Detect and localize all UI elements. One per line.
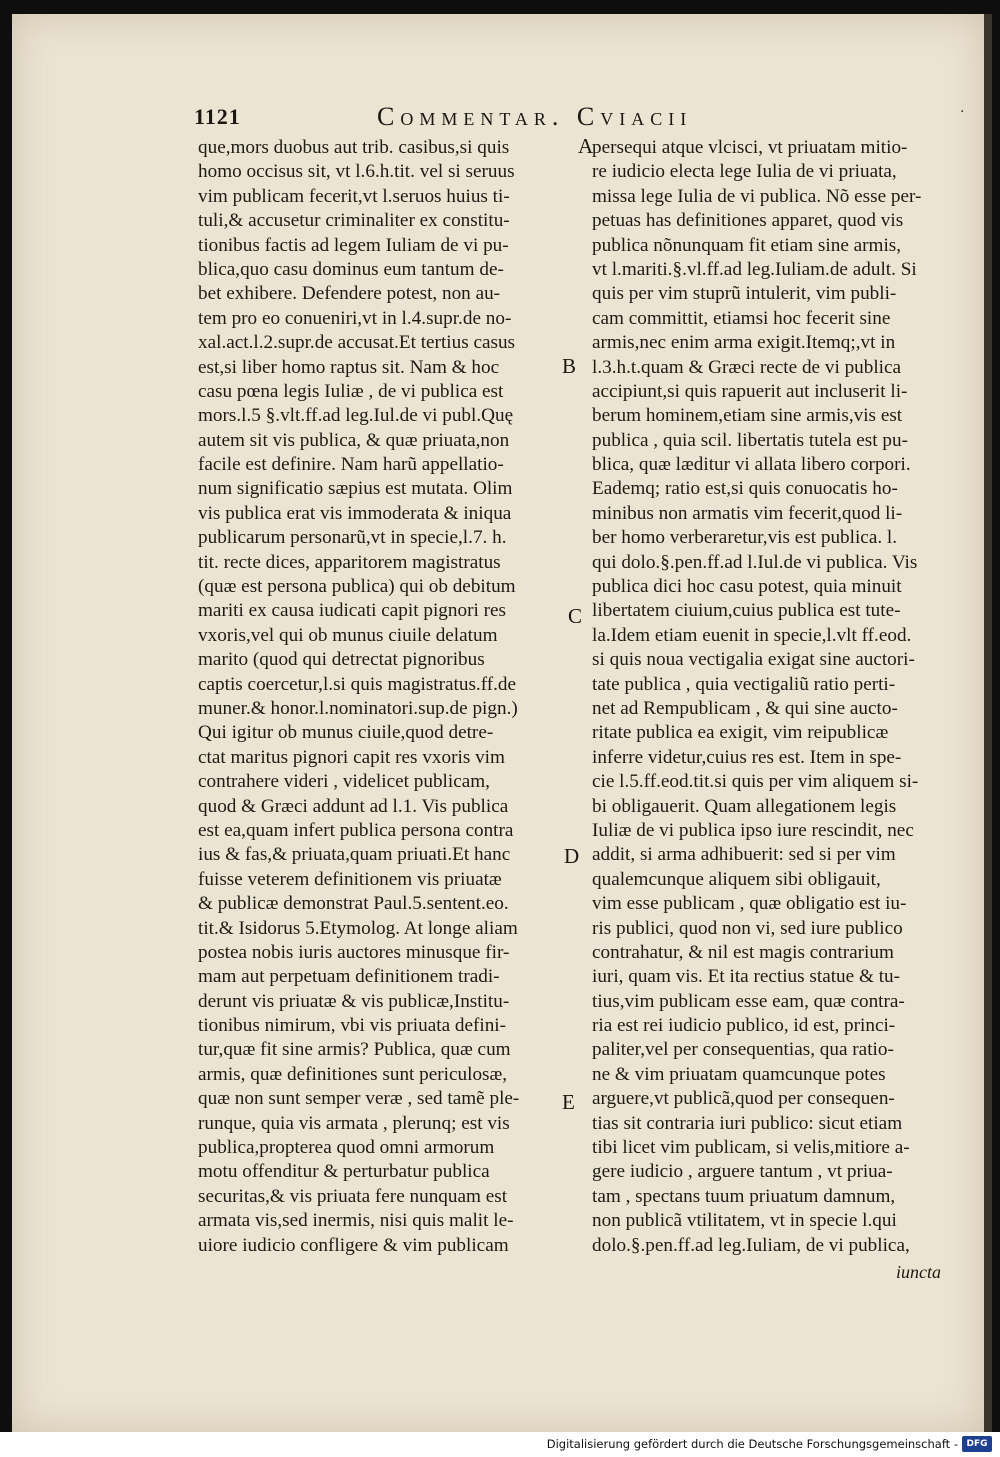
text-line: qui dolo.§.pen.ff.ad l.Iul.de vi publica. Vis xyxy=(592,551,918,573)
text-line: mariti ex causa iudicati capit pignori res xyxy=(198,600,506,622)
text-line: la.Idem etiam euenit in specie,l.vlt ff.eod. xyxy=(592,624,912,646)
text-line: ria est rei iudicio publico, id est, princi- xyxy=(592,1015,896,1037)
text-line: ne & vim priuatam quamcunque potes xyxy=(592,1063,886,1085)
text-line: marito (quod qui detrectat pignoribus xyxy=(198,649,485,671)
text-line: derunt vis priuatæ & vis publicæ,Institu- xyxy=(198,990,510,1012)
text-line: minibus non armatis vim fecerit,quod li- xyxy=(592,502,903,524)
text-line: fuisse veterem definitionem vis priuatæ xyxy=(198,868,502,890)
text-line: vis publica erat vis immoderata & iniqua xyxy=(198,502,512,524)
margin-letter-b: B xyxy=(562,354,577,378)
header-mark: · xyxy=(960,104,965,120)
text-line: vim esse publicam , quæ obligatio est iu- xyxy=(592,893,907,915)
text-line: publica nõnunquam fit etiam sine armis, xyxy=(592,234,902,256)
text-line: cam committit, etiamsi hoc fecerit sine xyxy=(592,307,891,329)
text-line: tias sit contraria iuri publico: sicut etiam xyxy=(592,1112,903,1134)
text-line: si quis noua vectigalia exigat sine auctori- xyxy=(592,649,915,671)
text-line: blica, quæ læditur vi allata libero corpori. xyxy=(592,454,911,476)
text-line: re iudicio electa lege Iulia de vi priuata, xyxy=(592,161,897,183)
text-line: cie l.5.ff.eod.tit.si quis per vim aliquem si- xyxy=(592,771,919,793)
text-line: accipiunt,si quis rapuerit aut incluserit li- xyxy=(592,380,908,402)
text-line: (quæ est persona publica) qui ob debitum xyxy=(198,576,516,598)
text-line: muner.& honor.l.nominatori.sup.de pign.) xyxy=(198,697,518,719)
text-line: vxoris,vel qui ob munus ciuile delatum xyxy=(198,624,498,646)
text-line: tionibus factis ad legem Iuliam de vi pu- xyxy=(198,234,509,256)
text-line: tionibus nimirum, vbi vis priuata defini- xyxy=(198,1015,507,1037)
text-line: autem sit vis publica, & quæ priuata,non xyxy=(198,429,510,451)
text-line: persequi atque vlcisci, vt priuatam mitio- xyxy=(592,137,908,158)
text-line: tit. recte dices, apparitorem magistratus xyxy=(198,551,501,573)
text-line: libertatem ciuium,cuius publica est tute- xyxy=(592,600,901,622)
text-line: mam aut perpetuam definitionem tradi- xyxy=(198,966,500,988)
text-line: est,si liber homo raptus sit. Nam & hoc xyxy=(198,356,500,378)
text-line: blica,quo casu dominus eum tantum de- xyxy=(198,258,504,280)
margin-letter-a: A xyxy=(578,134,594,158)
text-line: missa lege Iulia de vi publica. Nõ esse per- xyxy=(592,185,922,207)
funding-credit: Digitalisierung gefördert durch die Deutsche Forschungsgemeinschaft - xyxy=(546,1437,958,1451)
text-line: contrahatur, & nil est magis contrarium xyxy=(592,941,894,963)
text-line: securitas,& vis priuata fere nunquam est xyxy=(198,1185,508,1207)
text-line: xal.act.l.2.supr.de accusat.Et tertius casus xyxy=(198,332,516,354)
text-line: contrahere videri , videlicet publicam, xyxy=(198,771,490,793)
text-line: publicarum personarũ,vt in specie,l.7. h. xyxy=(198,527,507,549)
text-line: tit.& Isidorus 5.Etymolog. At longe aliam xyxy=(198,917,518,939)
text-line: armis, quæ definitiones sunt periculosæ, xyxy=(198,1063,508,1085)
text-line: vt l.mariti.§.vl.ff.ad leg.Iuliam.de adult. Si xyxy=(592,258,917,280)
text-line: captis coercetur,l.si quis magistratus.ff.de xyxy=(198,673,517,695)
text-line: addit, si arma adhibuerit: sed si per vim xyxy=(592,844,896,866)
text-line: quæ non sunt semper veræ , sed tamẽ ple- xyxy=(198,1088,520,1110)
text-line: tius,vim publicam esse eam, quæ contra- xyxy=(592,990,905,1012)
text-line: casu pœna legis Iuliæ , de vi publica est xyxy=(198,380,504,402)
text-line: ber homo verberaretur,vis est publica. l. xyxy=(592,527,898,549)
left-text-column xyxy=(198,136,568,1258)
text-line: tuli,& accusetur criminaliter ex constitu- xyxy=(198,210,510,232)
text-line: iuri, quam vis. Et ita rectius statue & tu- xyxy=(592,966,901,988)
text-line: publica,propterea quod omni armorum xyxy=(198,1137,495,1159)
text-line: bi obligauerit. Quam allegationem legis xyxy=(592,795,897,817)
text-line: Qui igitur ob munus ciuile,quod detre- xyxy=(198,722,494,744)
text-line: ius & fas,& priuata,quam priuati.Et hanc xyxy=(198,844,511,866)
text-line: dolo.§.pen.ff.ad leg.Iuliam, de vi publica, xyxy=(592,1234,910,1256)
footer-bar xyxy=(0,1432,1000,1457)
text-line: gere iudicio , arguere tantum , vt priua- xyxy=(592,1161,893,1183)
book-page xyxy=(12,14,984,1432)
text-line: motu offenditur & perturbatur publica xyxy=(198,1161,490,1183)
margin-letter-c: C xyxy=(568,604,583,628)
text-line: mors.l.5 §.vlt.ff.ad leg.Iul.de vi publ.Quę xyxy=(198,405,514,427)
text-line: arguere,vt publicã,quod per consequen- xyxy=(592,1088,895,1110)
text-line: publica , quia scil. libertatis tutela est pu- xyxy=(592,429,908,451)
text-line: runque, quia vis armata , plerunq; est vis xyxy=(198,1112,510,1134)
text-line: que,mors duobus aut trib. casibus,si quis xyxy=(198,137,510,158)
text-line: quod & Græci addunt ad l.1. Vis publica xyxy=(198,795,509,817)
running-title: Commentar. Cviacii xyxy=(377,102,693,131)
text-line: homo occisus sit, vt l.6.h.tit. vel si seruus xyxy=(198,161,515,183)
text-line: quis per vim stuprũ intulerit, vim publi- xyxy=(592,283,897,305)
text-line: tate publica , quia vectigaliũ ratio perti- xyxy=(592,673,896,695)
text-line: bet exhibere. Defendere potest, non au- xyxy=(198,283,501,305)
text-line: postea nobis iuris auctores minusque fir- xyxy=(198,941,510,963)
dfg-logo: DFG xyxy=(962,1436,992,1452)
margin-letter-e: E xyxy=(562,1090,575,1114)
text-line: uiore iudicio confligere & vim publicam xyxy=(198,1234,509,1256)
text-line: tam , spectans tuum priuatum damnum, xyxy=(592,1185,896,1207)
text-line: net ad Rempublicam , & qui sine aucto- xyxy=(592,697,898,719)
text-line: ris publici, quod non vi, sed iure publico xyxy=(592,917,903,939)
text-line: tem pro eo conueniri,vt in l.4.supr.de no- xyxy=(198,307,512,329)
text-line: armata vis,sed inermis, nisi quis malit le- xyxy=(198,1210,514,1232)
text-line: Iuliæ de vi publica ipso iure rescindit, nec xyxy=(592,819,914,841)
text-line: publica dici hoc casu potest, quia minuit xyxy=(592,576,902,598)
page-edge xyxy=(984,14,992,1432)
text-line: petuas has definitiones apparet, quod vis xyxy=(592,210,904,232)
text-line: armis,nec enim arma exigit.Itemq;,vt in xyxy=(592,332,896,354)
catchword: iuncta xyxy=(896,1262,941,1282)
text-line: Eademq; ratio est,si quis conuocatis ho- xyxy=(592,478,898,500)
text-line: inferre videtur,cuius res est. Item in spe- xyxy=(592,746,902,768)
page-number: 1121 xyxy=(194,104,241,129)
text-line: paliter,vel per consequentias, qua ratio- xyxy=(592,1039,894,1061)
text-line: qualemcunque aliquem sibi obligauit, xyxy=(592,868,881,890)
text-line: est ea,quam infert publica persona contra xyxy=(198,819,514,841)
text-line: l.3.h.t.quam & Græci recte de vi publica xyxy=(592,356,902,378)
text-line: & publicæ demonstrat Paul.5.sentent.eo. xyxy=(198,893,509,915)
text-line: tur,quæ fit sine armis? Publica, quæ cum xyxy=(198,1039,511,1061)
margin-letter-d: D xyxy=(564,844,580,868)
page-header xyxy=(12,104,984,136)
text-line: non publicã vtilitatem, vt in specie l.qui xyxy=(592,1210,897,1232)
text-line: berum hominem,etiam sine armis,vis est xyxy=(592,405,903,427)
text-line: facile est definire. Nam harũ appellatio- xyxy=(198,454,504,476)
text-line: num significatio sæpius est mutata. Olim xyxy=(198,478,513,500)
text-line: ritate publica ea exigit, vim reipublicæ xyxy=(592,722,889,744)
text-line: tibi licet vim publicam, si velis,mitiore a- xyxy=(592,1137,910,1159)
right-text-column xyxy=(592,136,960,1258)
text-line: vim publicam fecerit,vt l.seruos huius ti- xyxy=(198,185,510,207)
text-line: ctat maritus pignori capit res vxoris vim xyxy=(198,746,505,768)
